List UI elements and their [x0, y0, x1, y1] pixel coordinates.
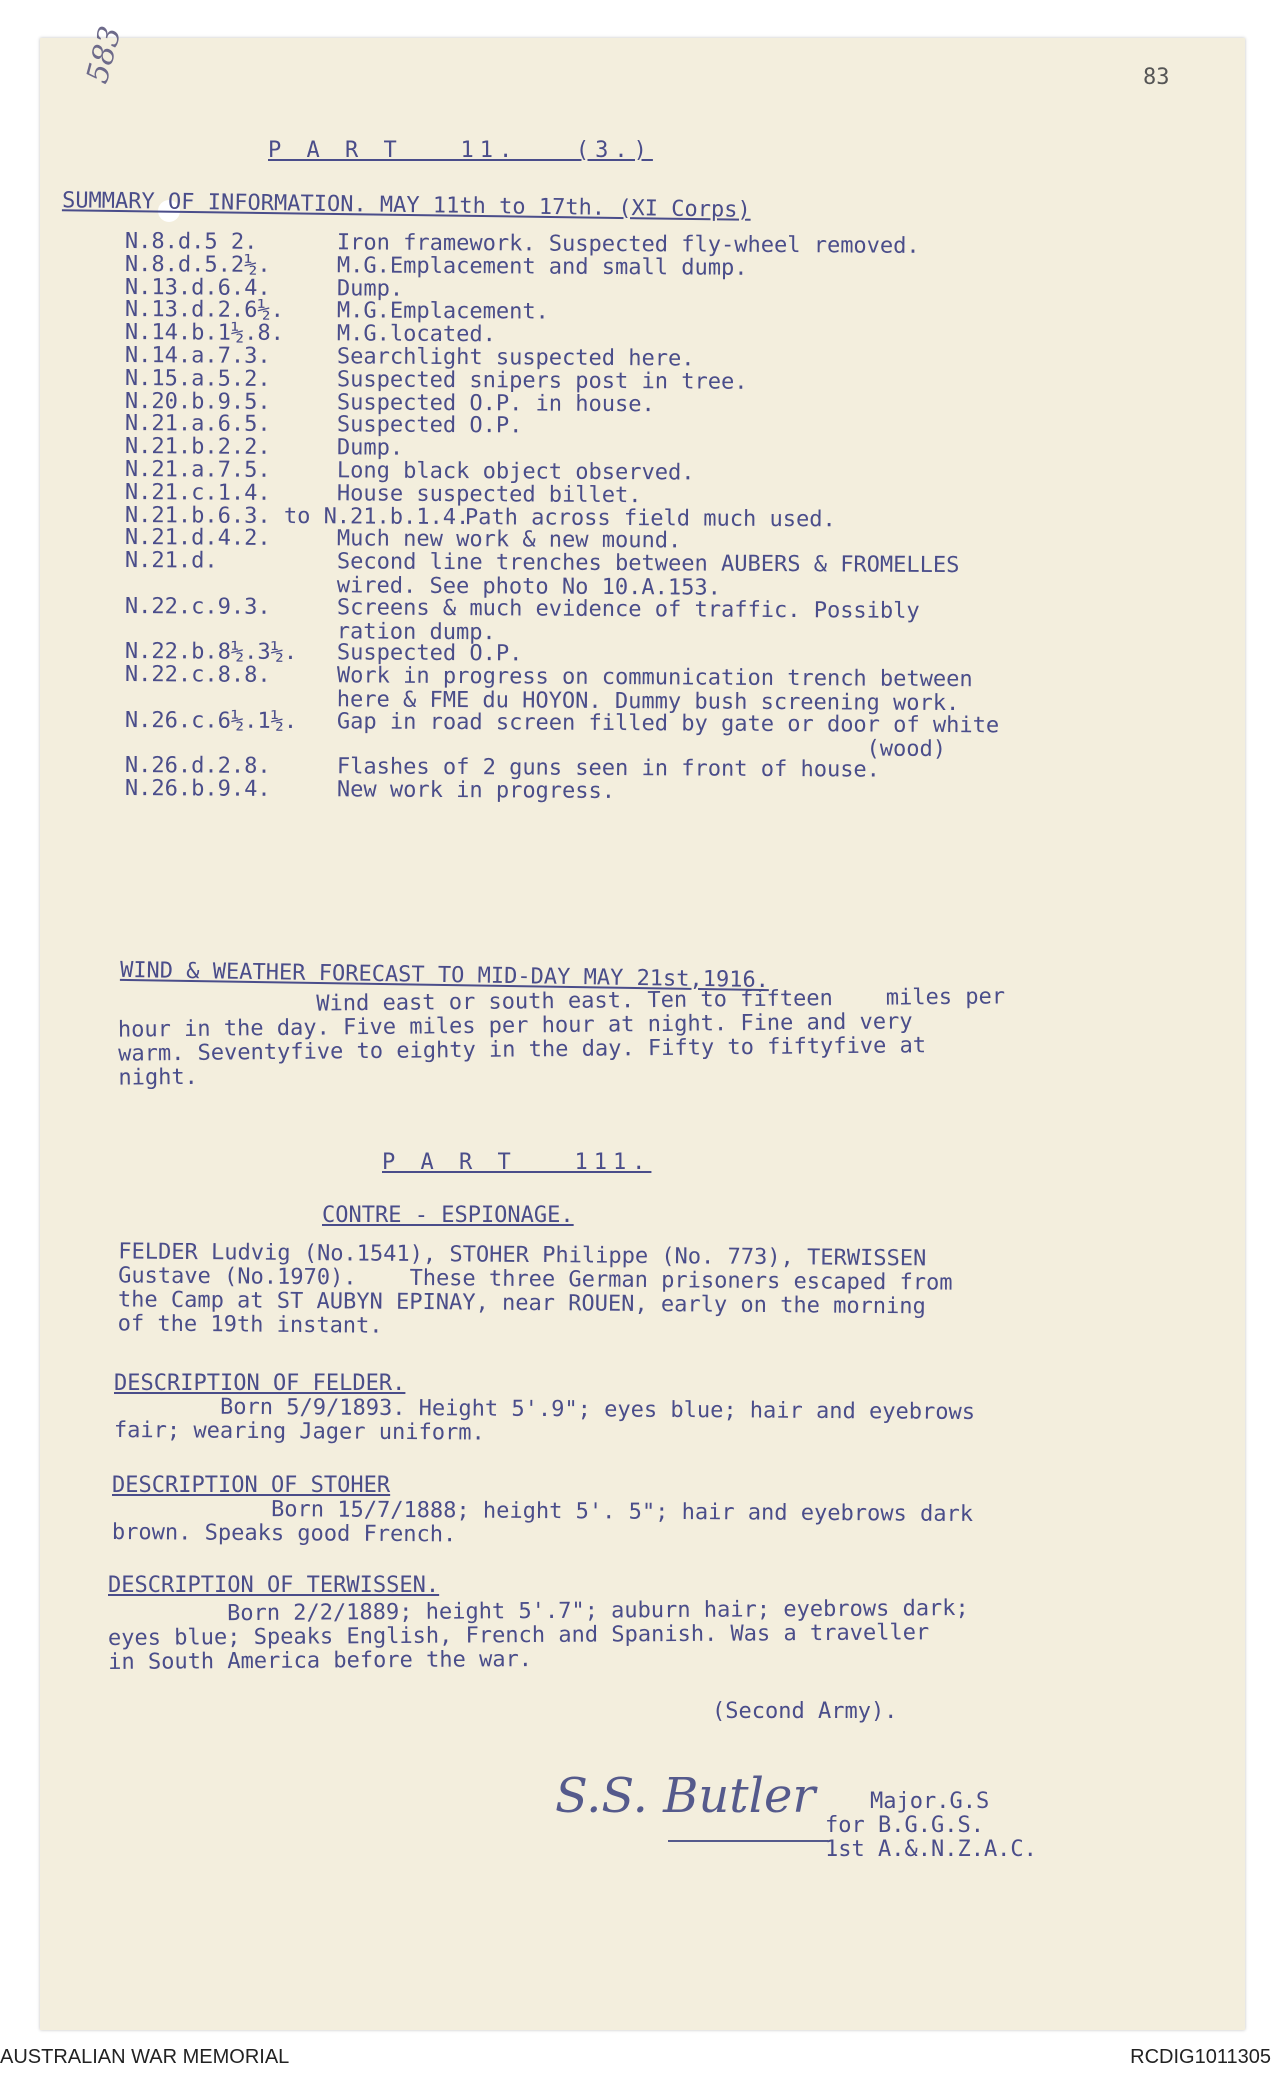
entry-description: M.G.located.	[336, 321, 496, 348]
map-reference: N.21.c.1.4.	[124, 479, 271, 506]
map-reference: N.22.b.8½.3½.	[124, 639, 298, 666]
description-heading: DESCRIPTION OF FELDER.	[114, 1371, 406, 1396]
map-reference: N.15.a.5.2.	[124, 365, 271, 392]
entry-description: Suspected snipers post in tree.	[336, 367, 748, 395]
entry-description: Screens & much evidence of traffic. Possibly ration dump.	[336, 595, 920, 646]
counter-espionage-heading: CONTRE - ESPIONAGE.	[322, 1203, 574, 1228]
description-text: Born 5/9/1893. Height 5'.9"; eyes blue; hair and eyebrows fair; wearing Jager uniform.	[113, 1393, 976, 1446]
map-reference: N.8.d.5 2.	[124, 229, 258, 255]
map-reference: N.26.c.6½.1½.	[124, 707, 298, 734]
entry-description: Gap in road screen filled by gate or door of white (wood)	[336, 709, 1000, 762]
entry-description: Dump.	[336, 435, 404, 461]
map-reference: N.13.d.6.4.	[124, 274, 271, 301]
map-reference: N.20.b.9.5.	[124, 388, 271, 415]
entry-description: M.G.Emplacement.	[336, 298, 549, 325]
map-reference: N.22.c.8.8.	[124, 662, 271, 689]
footer-archive-name: AUSTRALIAN WAR MEMORIAL	[0, 2046, 290, 2068]
signature-for: for B.G.G.S.	[825, 1813, 984, 1838]
signature-line	[668, 1840, 828, 1842]
map-reference: N.26.d.2.8.	[124, 753, 271, 780]
document-page	[40, 22, 1245, 2030]
entry-description: M.G.Emplacement and small dump.	[336, 253, 748, 281]
map-reference: N.21.a.6.5.	[124, 411, 271, 438]
weather-forecast-text: Wind east or south east. Ten to fifteen miles per hour in the day. Five miles per hour at night. Fine and very warm. Seventyfive to eighty in the day. Fifty to fiftyfive at night.	[117, 984, 1006, 1091]
part-3-title: P A R T 111.	[382, 1150, 652, 1175]
map-reference: N.21.b.2.2.	[124, 434, 271, 461]
map-reference: N.14.b.1½.8.	[124, 320, 284, 347]
map-reference: N.8.d.5.2½.	[124, 251, 271, 278]
entry-description: Work in progress on communication trench between here & FME du HOYON. Dummy bush screening work.	[336, 663, 973, 717]
map-reference: N.14.a.7.3.	[124, 343, 271, 369]
signature-rank: Major.G.S	[870, 1789, 990, 1814]
entry-description: Long black object observed.	[336, 458, 695, 486]
map-reference: N.13.d.2.6½.	[124, 297, 284, 324]
entry-description: Path across field much used.	[464, 504, 836, 532]
entry-description: Flashes of 2 guns seen in front of house.	[336, 754, 881, 784]
source-note: (Second Army).	[712, 1699, 898, 1724]
page-number: 83	[1143, 65, 1170, 90]
entry-description: Suspected O.P.	[336, 640, 523, 667]
entry-description: Suspected O.P.	[336, 412, 523, 439]
map-reference: N.22.c.9.3.	[124, 593, 271, 620]
description-text: Born 2/2/1889; height 5'.7"; auburn hair; eyebrows dark; eyes blue; Speaks English, French and Spanish. Was a traveller in South America before the war.	[107, 1595, 969, 1676]
entry-description: Iron framework. Suspected fly-wheel removed.	[336, 230, 920, 259]
summary-list	[124, 229, 1145, 805]
footer-record-id: RCDIG1011305	[1130, 2046, 1271, 2068]
entry-description: House suspected billet.	[336, 481, 642, 508]
description-heading: DESCRIPTION OF TERWISSEN.	[108, 1573, 440, 1598]
entry-description: Dump.	[336, 275, 404, 302]
map-reference: N.26.b.9.4.	[124, 776, 271, 803]
entry-description: Much new work & new mound.	[336, 526, 682, 554]
signature-unit: 1st A.&.N.Z.A.C.	[825, 1837, 1037, 1862]
entry-description: New work in progress.	[336, 777, 616, 805]
entry-description: Searchlight suspected here.	[336, 344, 695, 372]
description-heading: DESCRIPTION OF STOHER	[112, 1473, 391, 1498]
part-2-title: P A R T 11. (3.)	[268, 138, 653, 163]
entry-description: Second line trenches between AUBERS & FROMELLES wired. See photo No 10.A.153.	[336, 549, 960, 601]
weather-heading: WIND & WEATHER FORECAST TO MID-DAY MAY 21st,1916.	[119, 957, 770, 994]
map-reference: N.21.b.6.3. to N.21.b.1.4.	[124, 502, 470, 530]
map-reference: N.21.a.7.5.	[124, 457, 271, 483]
escape-intro-text: FELDER Ludvig (No.1541), STOHER Philippe (No. 773), TERWISSEN Gustave (No.1970). These three German prisoners escaped from the Camp at ST AUBYN EPINAY, near ROUEN, early on the morning of the 19th instant.	[117, 1239, 953, 1339]
handwritten-signature: S.S. Butler	[555, 1768, 816, 1824]
description-text: Born 15/7/1888; height 5'. 5"; hair and eyebrows dark brown. Speaks good French.	[111, 1495, 974, 1548]
pencil-folio-note: 583	[80, 22, 129, 88]
summary-heading: SUMMARY OF INFORMATION. MAY 11th to 17th. (XI Corps)	[61, 188, 751, 223]
map-reference: N.21.d.	[124, 548, 218, 574]
map-reference: N.21.d.4.2.	[124, 525, 271, 552]
entry-description: Suspected O.P. in house.	[336, 389, 655, 417]
